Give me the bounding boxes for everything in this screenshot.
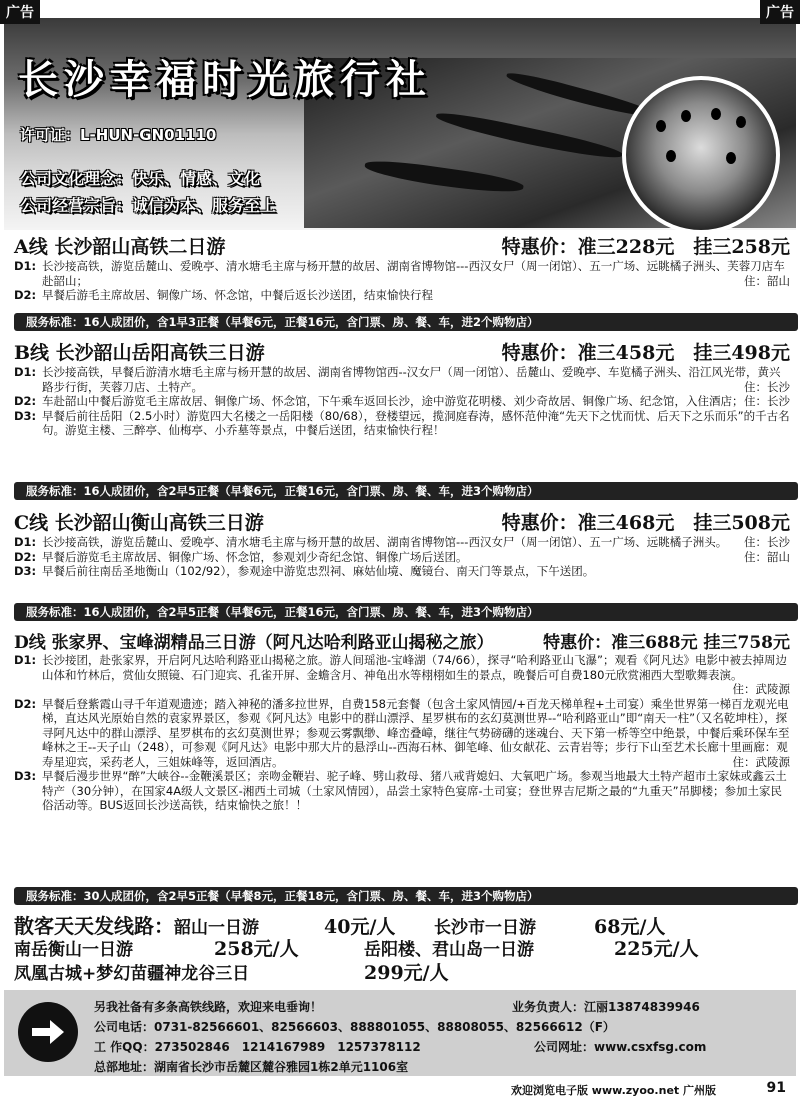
service-standard: 服务标准：16人成团价，含1早3正餐（早餐6元，正餐16元，含门票、房、餐、车，进2个购物店） <box>14 313 798 331</box>
route-name: D线 张家界、宝峰湖精品三日游（阿凡达哈利路亚山揭秘之旅） <box>14 633 494 653</box>
town-photo <box>622 76 780 230</box>
route-c <box>14 508 790 579</box>
ad-label-left: 广告 <box>0 0 40 24</box>
tour-name: 南岳衡山一日游 <box>14 940 133 960</box>
promo-text: 欢迎浏览电子版 www.zyoo.net 广州版 <box>510 1084 716 1097</box>
route-name: B线 长沙韶山岳阳高铁三日游 <box>14 342 265 364</box>
tour-price: 225元/人 <box>614 938 699 960</box>
day-item: D2: 车赴韶山中餐后游览毛主席故居、铜像广场、怀念馆，下午乘车返回长沙，途中游览花明楼、刘少奇故居、铜像广场、纪念馆，入住酒店； 住：长沙 <box>14 394 790 408</box>
route-price: 特惠价：准三458元 挂三498元 <box>501 342 790 364</box>
page-title: 长沙幸福时光旅行社 <box>18 56 432 103</box>
casual-title: 散客天天发线路： <box>14 914 174 938</box>
service-standard: 服务标准：16人成团价，含2早5正餐（早餐6元，正餐16元，含门票、房、餐、车，进3个购物店） <box>14 603 798 621</box>
header-banner <box>4 18 796 230</box>
footer-website: 公司网址：www.csxfsg.com <box>534 1040 707 1054</box>
route-d <box>14 628 790 813</box>
day-item: D3: 早餐后前往南岳圣地衡山（102/92），参观途中游览忠烈祠、麻姑仙境、魔镜台、南天门等景点，下午送团。 <box>14 564 595 578</box>
day-item: D3: 早餐后前往岳阳（2.5小时）游览四大名楼之一岳阳楼（80/68），登楼望远，揽洞庭春涛，感怀范仲淹“先天下之忧而忧、后天下之乐而乐”的千古名句。游览主楼、三醉亭、仙梅亭、小乔墓等景点，中餐后送团，结束愉快行程！ <box>14 408 790 437</box>
tour-price: 68元/人 <box>594 916 666 938</box>
company-purpose: 公司经营宗旨：诚信为本、服务至上 <box>20 196 277 215</box>
footer-phone: 公司电话：0731-82566601、82566603、888801055、88808055、82566612（F） <box>94 1020 615 1034</box>
route-name: C线 长沙韶山衡山高铁三日游 <box>14 512 264 534</box>
page-number: 91 <box>766 1080 786 1096</box>
day-item: D2: 早餐后游毛主席故居、铜像广场、怀念馆，中餐后返长沙送团，结束愉快行程 <box>14 288 433 302</box>
footer-qq: 工 作QQ：273502846 1214167989 1257378112 <box>94 1040 421 1054</box>
contact-footer <box>4 990 796 1076</box>
day-item: D1: 长沙接团，赴张家界，开启阿凡达哈利路亚山揭秘之旅。游人间瑶池-宝峰湖（74/66），探寻“哈利路亚山飞瀑”；观看《阿凡达》电影中被去掉周边山体和竹林后，赏仙女照镜、石门迎宾、孔雀开屏、金蟾含月、神龟出水等栩栩如生的景点，晚餐后可自费180元欣赏湘西大型歌舞表演。 住：武陵源 <box>14 653 790 696</box>
tour-name: 韶山一日游 <box>174 918 259 938</box>
ad-label-right: 广告 <box>760 0 800 24</box>
tour-price: 40元/人 <box>324 916 396 938</box>
tour-price: 299元/人 <box>364 962 449 984</box>
tour-name: 长沙市一日游 <box>434 918 536 938</box>
day-item: D1: 长沙接高铁，游览岳麓山、爱晚亭、清水塘毛主席与杨开慧的故居、湖南省博物馆---西汉女尸（周一闭馆）、五一广场、远眺橘子洲头。 住：长沙 <box>14 535 790 549</box>
day-item: D1: 长沙接高铁，游览岳麓山、爱晚亭、清水塘毛主席与杨开慧的故居、湖南省博物馆---西汉女尸（周一闭馆）、五一广场、远眺橘子洲头、芙蓉刀店车赴韶山； 住：韶山 <box>14 259 790 288</box>
tour-price: 258元/人 <box>214 938 299 960</box>
service-standard: 服务标准：16人成团价，含2早5正餐（早餐6元，正餐16元，含门票、房、餐、车，进3个购物店） <box>14 482 798 500</box>
day-item: D3: 早餐后漫步世界“醉”大峡谷--金鞭溪景区；亲吻金鞭岩、驼子峰、劈山救母、猪八戒背媳妇、大氧吧广场。参观当地最大土特产超市土家妹或鑫云土特产（30分钟），在国家4A级人文景区-湘西土司城（土家风情园），品尝土家特色宴席-土司宴；登世界吉尼斯之最的“九重天”吊脚楼；参加土家民俗活动等。BUS返回长沙送高铁，结束愉快之旅！！ <box>14 769 787 812</box>
day-item: D1: 长沙接高铁，早餐后游清水塘毛主席与杨开慧的故居、湖南省博物馆西--汉女尸（周一闭馆）、岳麓山、爱晚亭、车览橘子洲头、沿江风光带，黄兴路步行街，芙蓉刀店、土特产。 住：长沙 <box>14 365 790 394</box>
page-bottom <box>4 1080 796 1100</box>
day-item: D2: 早餐后游览毛主席故居、铜像广场、怀念馆，参观刘少奇纪念馆、铜像广场后送团。 住：韶山 <box>14 549 790 564</box>
tour-name: 岳阳楼、君山岛一日游 <box>364 940 534 960</box>
route-price: 特惠价：准三228元 挂三258元 <box>501 236 790 258</box>
route-price: 特惠价：准三688元 挂三758元 <box>543 633 790 653</box>
route-price: 特惠价：准三468元 挂三508元 <box>501 512 790 534</box>
company-culture: 公司文化理念：快乐、情感、文化 <box>20 169 261 188</box>
service-standard: 服务标准：30人成团价，含2早5正餐（早餐8元，正餐18元，含门票、房、餐、车，进3个购物店） <box>14 887 798 905</box>
license-number: 许可证：L-HUN-GN01110 <box>20 126 217 144</box>
route-name: A线 长沙韶山高铁二日游 <box>14 236 226 258</box>
tour-name: 凤凰古城+梦幻苗疆神龙谷三日 <box>14 964 250 984</box>
footer-manager: 业务负责人：江丽13874839946 <box>512 1000 700 1014</box>
route-a <box>14 232 790 303</box>
arrow-right-icon <box>18 1002 78 1062</box>
route-b <box>14 338 790 438</box>
footer-address: 总部地址：湖南省长沙市岳麓区麓谷雅园1栋2单元1106室 <box>94 1060 409 1074</box>
footer-note: 另我社备有多条高铁线路，欢迎来电垂询！ <box>94 1000 323 1014</box>
day-item: D2: 早餐后登紫霞山寻千年道观遗迹；踏入神秘的潘多拉世界，自费158元套餐（包含土家风情园/+百龙天梯单程+土司宴）乘坐世界第一梯百龙观光电梯，直达风光原始自然的袁家界景区，参观《阿凡达》电影中的群山漂浮、星罗棋布的玄幻莫测世界--“哈利路亚山”即“南天一柱”（又名乾坤柱），探寻阿凡达中的群山漂浮、星罗棋布的玄幻莫测世界；参观云雾飘缈、峰峦叠嶂，继往气势磅礴的迷魂台、天下第一桥等空中绝景，中餐后乘环保车至峰林之王--天子山（248），可参观《阿凡达》电影中那大片的悬浮山--西海石林、御笔峰、仙女献花、云青岩等；步行下山至艺术长廊十里画廊：观寿星迎宾，采药老人，三姐妹峰等，返回酒店。 住：武陵源 <box>14 696 790 769</box>
casual-tours <box>14 910 790 982</box>
